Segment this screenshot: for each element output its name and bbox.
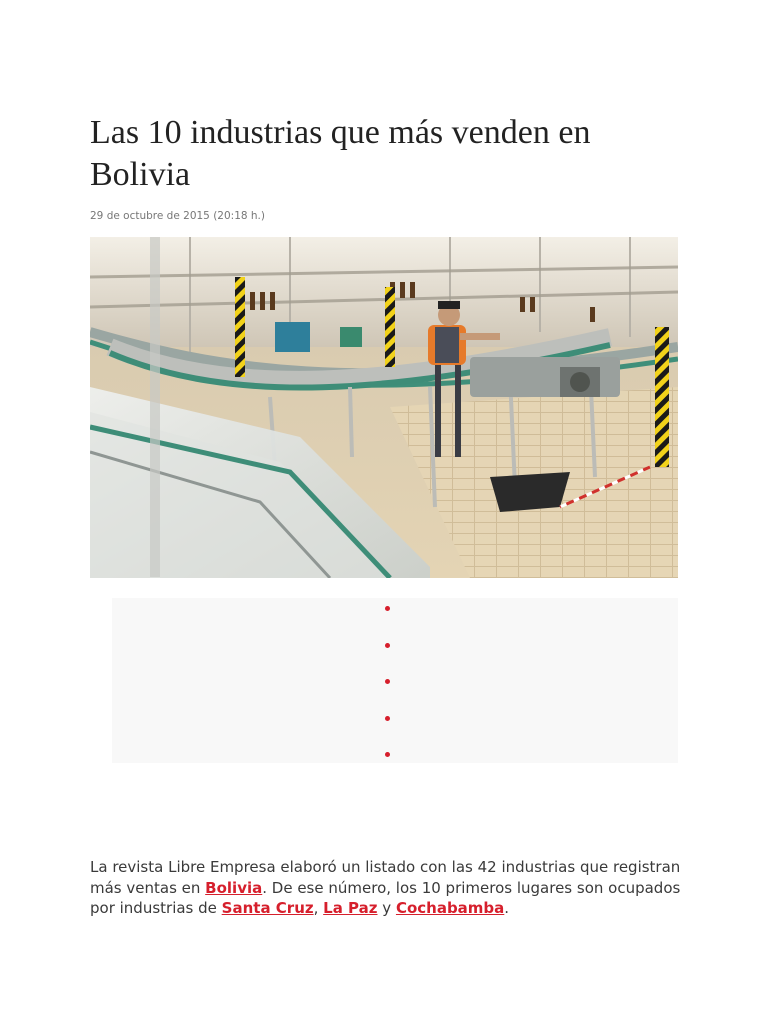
- bullet-dot: [385, 752, 390, 757]
- bullet-dot: [385, 643, 390, 648]
- body-text: . De ese número, los 10 primeros lugares son ocupados por industrias de: [90, 878, 681, 917]
- article-title: Las 10 industrias que más venden en Bolivia: [90, 114, 591, 193]
- slideshow-placeholder-panel: [112, 598, 678, 763]
- bullet-dot: [385, 679, 390, 684]
- hero-image: [90, 237, 678, 578]
- body-text: La revista Libre Empresa elaboró un listado con las 42 industrias que registran más ventas en: [90, 858, 681, 897]
- link-la-paz[interactable]: La Paz: [323, 899, 378, 917]
- body-text: .: [504, 899, 510, 917]
- article-body: [90, 857, 690, 919]
- link-bolivia[interactable]: Bolivia: [205, 878, 263, 897]
- body-text: ,: [313, 899, 324, 917]
- link-santa-cruz[interactable]: Santa Cruz: [221, 899, 314, 917]
- link-cochabamba[interactable]: Cochabamba: [395, 899, 505, 917]
- bullet-dot: [385, 716, 390, 721]
- body-text: y: [377, 899, 396, 917]
- article-date: 29 de octubre de 2015 (20:18 h.): [90, 210, 265, 222]
- bullet-dot: [385, 606, 390, 611]
